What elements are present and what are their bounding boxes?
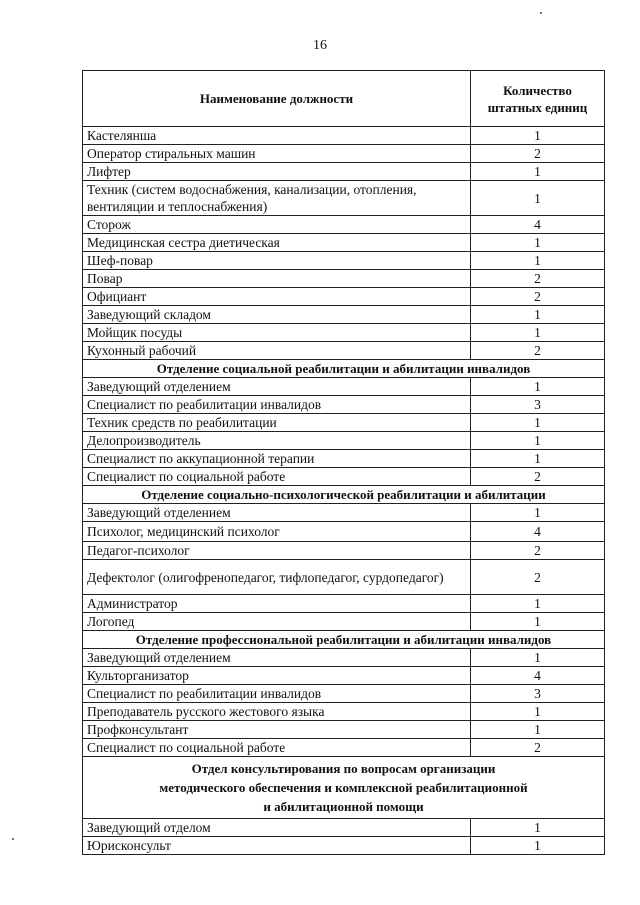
position-name-cell: Культорганизатор: [83, 667, 471, 685]
table-row: [83, 468, 605, 486]
staff-count-cell: 2: [471, 270, 605, 288]
table-row: [83, 542, 605, 560]
staff-count-cell: 1: [471, 432, 605, 450]
table-row: [83, 721, 605, 739]
position-name-cell: Сторож: [83, 216, 471, 234]
staff-count-cell: 1: [471, 613, 605, 631]
table-body: [83, 127, 605, 855]
table-row: [83, 414, 605, 432]
staff-count-cell: 1: [471, 324, 605, 342]
position-name-cell: Юрисконсульт: [83, 837, 471, 855]
position-name-cell: Оператор стиральных машин: [83, 145, 471, 163]
staff-count-header: [471, 71, 605, 127]
staff-count-cell: 1: [471, 181, 605, 216]
section-heading: Отделение профессиональной реабилитации и абилитации инвалидов: [83, 631, 605, 649]
staff-count-cell: 1: [471, 450, 605, 468]
staff-count-cell: 3: [471, 396, 605, 414]
position-name-cell: Заведующий отделением: [83, 504, 471, 522]
table-row: [83, 819, 605, 837]
position-name-cell: Кухонный рабочий: [83, 342, 471, 360]
table-row: [83, 270, 605, 288]
table-row: [83, 342, 605, 360]
table-header-row: [83, 71, 605, 127]
section-heading-row: [83, 486, 605, 504]
section-heading-row: [83, 360, 605, 378]
position-name-cell: Психолог, медицинский психолог: [83, 522, 471, 542]
section-heading: [83, 757, 605, 819]
staff-count-cell: 4: [471, 522, 605, 542]
staff-count-cell: 2: [471, 145, 605, 163]
position-name-cell: Лифтер: [83, 163, 471, 181]
scan-speck: [12, 838, 14, 840]
position-name-cell: Заведующий отделением: [83, 649, 471, 667]
table-row: [83, 127, 605, 145]
section-heading: Отделение социальной реабилитации и абилитации инвалидов: [83, 360, 605, 378]
position-name-cell: Техник (систем водоснабжения, канализации, отопления, вентиляции и теплоснабжения): [83, 181, 471, 216]
staff-count-cell: 1: [471, 837, 605, 855]
section-heading-line: методического обеспечения и комплексной реабилитационной: [159, 780, 528, 795]
table-row: [83, 560, 605, 595]
table-row: [83, 739, 605, 757]
staff-count-cell: 1: [471, 378, 605, 396]
staff-count-cell: 3: [471, 685, 605, 703]
staff-count-cell: 2: [471, 542, 605, 560]
position-name-cell: Заведующий складом: [83, 306, 471, 324]
position-name-cell: Преподаватель русского жестового языка: [83, 703, 471, 721]
staff-count-cell: 1: [471, 252, 605, 270]
position-name-cell: Специалист по социальной работе: [83, 739, 471, 757]
table-row: [83, 595, 605, 613]
staff-count-cell: 4: [471, 667, 605, 685]
table-row: [83, 522, 605, 542]
section-heading-line: Отдел консультирования по вопросам организации: [191, 761, 496, 776]
table-row: [83, 613, 605, 631]
staff-count-cell: 1: [471, 819, 605, 837]
staff-count-cell: 4: [471, 216, 605, 234]
table-row: [83, 252, 605, 270]
position-name-cell: Мойщик посуды: [83, 324, 471, 342]
position-name-cell: Специалист по социальной работе: [83, 468, 471, 486]
position-name-cell: Специалист по реабилитации инвалидов: [83, 685, 471, 703]
table-row: [83, 234, 605, 252]
section-heading-row: [83, 757, 605, 819]
position-name-cell: Специалист по аккупационной терапии: [83, 450, 471, 468]
table-row: [83, 504, 605, 522]
position-name-cell: Специалист по реабилитации инвалидов: [83, 396, 471, 414]
section-heading-line: и абилитационной помощи: [263, 799, 424, 814]
staff-count-cell: 2: [471, 468, 605, 486]
table-row: [83, 450, 605, 468]
position-name-cell: Профконсультант: [83, 721, 471, 739]
staffing-table: [82, 70, 605, 855]
staff-count-cell: 1: [471, 234, 605, 252]
section-heading: Отделение социально-психологической реабилитации и абилитации: [83, 486, 605, 504]
position-name-cell: Заведующий отделом: [83, 819, 471, 837]
table-row: [83, 703, 605, 721]
table-row: [83, 396, 605, 414]
staff-count-cell: 1: [471, 163, 605, 181]
staff-count-cell: 1: [471, 414, 605, 432]
position-name-cell: Техник средств по реабилитации: [83, 414, 471, 432]
staff-count-header-line2: штатных единиц: [487, 99, 588, 115]
table-row: [83, 667, 605, 685]
position-name-cell: Заведующий отделением: [83, 378, 471, 396]
position-name-cell: Делопроизводитель: [83, 432, 471, 450]
table-row: [83, 432, 605, 450]
staff-count-cell: 1: [471, 649, 605, 667]
position-name-cell: Педагог-психолог: [83, 542, 471, 560]
staff-count-cell: 1: [471, 306, 605, 324]
table-row: [83, 145, 605, 163]
position-name-cell: Кастелянша: [83, 127, 471, 145]
table-row: [83, 163, 605, 181]
staff-count-cell: 1: [471, 127, 605, 145]
position-name-cell: Дефектолог (олигофренопедагог, тифлопедагог, сурдопедагог): [83, 560, 471, 595]
table-row: [83, 181, 605, 216]
position-name-header: Наименование должности: [83, 71, 471, 127]
staff-count-cell: 1: [471, 721, 605, 739]
table-row: [83, 306, 605, 324]
staff-count-cell: 1: [471, 504, 605, 522]
table-row: [83, 649, 605, 667]
position-name-cell: Логопед: [83, 613, 471, 631]
staff-count-cell: 1: [471, 595, 605, 613]
position-name-cell: Шеф-повар: [83, 252, 471, 270]
table-row: [83, 216, 605, 234]
table-row: [83, 324, 605, 342]
position-name-cell: Повар: [83, 270, 471, 288]
staff-count-cell: 2: [471, 560, 605, 595]
position-name-cell: Официант: [83, 288, 471, 306]
staff-count-header-line1: Количество: [503, 82, 572, 98]
table-row: [83, 288, 605, 306]
staff-count-cell: 1: [471, 703, 605, 721]
section-heading-row: [83, 631, 605, 649]
scan-speck: [540, 12, 542, 14]
table-row: [83, 378, 605, 396]
table-row: [83, 685, 605, 703]
staff-count-cell: 2: [471, 342, 605, 360]
position-name-cell: Медицинская сестра диетическая: [83, 234, 471, 252]
table-row: [83, 837, 605, 855]
position-name-cell: Администратор: [83, 595, 471, 613]
page-number: 16: [313, 38, 327, 53]
staff-count-cell: 2: [471, 739, 605, 757]
staff-count-cell: 2: [471, 288, 605, 306]
